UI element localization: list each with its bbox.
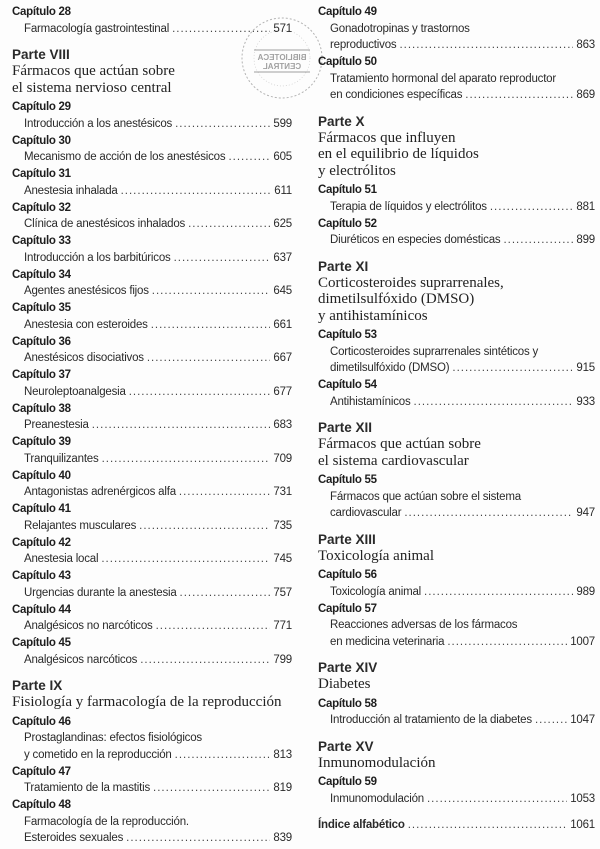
part-heading	[318, 113, 595, 180]
chapter-label: Capítulo 53	[318, 329, 377, 341]
page-number: 989	[576, 585, 595, 598]
chapter-label: Capítulo 46	[12, 715, 71, 728]
chapter-title: Farmacología gastrointestinal	[24, 22, 170, 35]
dot-leader	[153, 780, 270, 797]
chapter-title: Clínica de anestésicos inhalados	[24, 218, 186, 230]
chapter-title: Fármacos que actúan sobre el sistema	[330, 490, 521, 503]
chapter-title-row	[12, 21, 292, 38]
chapter-title-row	[12, 747, 292, 764]
chapter-title: Diuréticos en especies domésticas	[330, 234, 501, 246]
toc-entry[interactable]	[318, 696, 595, 729]
chapter-title-row	[318, 87, 595, 104]
chapter-title: Introducción al tratamiento de la diabetes	[330, 714, 532, 726]
chapter-title: Tratamiento hormonal del aparato reproductor	[330, 72, 557, 85]
toc-left-column	[12, 4, 292, 847]
page-number: 757	[273, 586, 292, 599]
toc-entry[interactable]	[12, 501, 292, 534]
chapter-title: Esteroides sexuales	[24, 832, 124, 844]
dot-leader	[121, 183, 272, 200]
dot-leader	[140, 652, 270, 669]
part-title: el sistema nervioso central	[12, 79, 172, 96]
chapter-title-row	[12, 183, 292, 200]
toc-right-column	[318, 4, 595, 834]
part-heading	[318, 659, 595, 693]
page-number: 1053	[570, 792, 595, 805]
chapter-title: en condiciones específicas	[330, 89, 463, 101]
part-label: Parte XIII	[318, 531, 376, 547]
dot-leader	[179, 484, 271, 501]
part-title: Fármacos que actúan sobre	[318, 436, 481, 452]
dot-leader	[188, 216, 270, 233]
chapter-title-row	[12, 518, 292, 535]
part-title: en el equilibrio de líquidos	[318, 146, 479, 162]
chapter-title: Preanestesia	[24, 419, 89, 431]
dot-leader	[503, 232, 573, 249]
toc-entry[interactable]	[12, 635, 292, 668]
toc-entry[interactable]	[12, 764, 292, 797]
page-number: 625	[273, 218, 292, 230]
chapter-title: Anestésicos disociativos	[24, 352, 144, 364]
part-heading	[12, 46, 292, 96]
toc-entry[interactable]	[318, 567, 595, 600]
part-title: Diabetes	[318, 676, 371, 692]
chapter-title: Antihistamínicos	[330, 395, 411, 408]
page-number: 1047	[570, 714, 595, 726]
toc-entry[interactable]	[12, 401, 292, 434]
chapter-title-row	[12, 384, 292, 401]
chapter-title-row	[12, 283, 292, 300]
dot-leader	[151, 317, 271, 334]
part-label: Parte XII	[318, 420, 373, 435]
dot-leader	[452, 360, 573, 377]
chapter-label: Capítulo 42	[12, 536, 71, 549]
chapter-title-row	[12, 451, 292, 468]
chapter-title: Tranquilizantes	[24, 452, 99, 465]
toc-entry[interactable]	[318, 601, 595, 651]
chapter-title-row	[12, 484, 292, 501]
chapter-title-row	[318, 394, 595, 411]
part-heading	[318, 258, 595, 325]
chapter-label: Capítulo 39	[12, 436, 71, 448]
chapter-label: Capítulo 48	[12, 799, 71, 811]
dot-leader	[152, 283, 271, 300]
chapter-label: Capítulo 30	[12, 134, 71, 147]
chapter-label: Capítulo 44	[12, 603, 71, 616]
toc-entry[interactable]	[12, 568, 292, 601]
chapter-title: Prostaglandinas: efectos fisiológicos	[24, 732, 202, 744]
dot-leader	[408, 817, 567, 834]
chapter-label: Capítulo 34	[12, 268, 71, 281]
chapter-label: Capítulo 35	[12, 302, 71, 314]
part-title: y antihistamínicos	[318, 307, 428, 324]
chapter-title: y cometido en la reproducción	[24, 748, 172, 761]
part-title: y electrólitos	[318, 162, 396, 179]
page-number: 709	[273, 452, 292, 465]
part-label: Parte VIII	[12, 47, 70, 62]
chapter-title: reproductivos	[330, 39, 397, 51]
chapter-title-row	[318, 791, 595, 808]
chapter-label: Capítulo 36	[12, 335, 71, 348]
chapter-title: Agentes anestésicos fijos	[24, 285, 149, 297]
page-number: 605	[273, 151, 292, 163]
dot-leader	[427, 791, 567, 808]
dot-leader	[174, 250, 271, 267]
dot-leader	[172, 21, 270, 38]
dot-leader	[490, 199, 574, 216]
toc-entry[interactable]	[12, 367, 292, 400]
toc-entry[interactable]	[12, 166, 292, 199]
chapter-title: Inmunomodulación	[330, 792, 424, 805]
chapter-title: Terapia de líquidos y electrólitos	[330, 200, 487, 213]
dot-leader	[139, 518, 270, 535]
chapter-title: Antagonistas adrenérgicos alfa	[24, 486, 176, 498]
toc-entry[interactable]	[12, 468, 292, 501]
chapter-title: Analgésicos narcóticos	[24, 653, 138, 666]
chapter-title-row	[12, 652, 292, 669]
page-number: 933	[576, 395, 595, 408]
chapter-title-row	[318, 37, 595, 54]
chapter-title: Relajantes musculares	[24, 519, 137, 532]
chapter-title: Anestesia local	[24, 553, 99, 565]
part-heading	[12, 677, 292, 711]
chapter-label: Capítulo 54	[318, 379, 377, 391]
page-number: 813	[273, 748, 292, 761]
page-number: 677	[273, 385, 292, 398]
toc-entry[interactable]	[12, 4, 292, 37]
toc-entry[interactable]	[318, 327, 595, 377]
part-label: Parte XIV	[318, 660, 378, 675]
chapter-title: Urgencias durante la anestesia	[24, 586, 177, 599]
toc-entry[interactable]	[12, 602, 292, 635]
dot-leader	[175, 747, 271, 764]
chapter-label: Capítulo 33	[12, 235, 71, 247]
page-number: 735	[273, 519, 292, 532]
page-number: 611	[274, 184, 292, 197]
chapter-title: Toxicología animal	[330, 585, 422, 598]
chapter-label: Capítulo 38	[12, 402, 71, 415]
chapter-label: Capítulo 56	[318, 569, 377, 581]
chapter-label: Capítulo 43	[12, 570, 71, 582]
stamp-line1: BIBLIOTECA	[257, 53, 307, 62]
page-number: 667	[273, 352, 292, 364]
page-number: 839	[273, 832, 292, 844]
chapter-title: dimetilsulfóxido (DMSO)	[330, 362, 450, 374]
page-number: 899	[576, 234, 595, 246]
page-number: 819	[273, 782, 292, 794]
chapter-title-row	[12, 250, 292, 267]
chapter-title: Introducción a los barbitúricos	[24, 251, 171, 264]
chapter-label: Capítulo 57	[318, 602, 377, 615]
chapter-title-row	[318, 360, 595, 377]
part-title: el sistema cardiovascular	[318, 452, 469, 469]
chapter-label: Capítulo 52	[318, 217, 377, 230]
chapter-title-row	[12, 149, 292, 166]
dot-leader	[126, 830, 270, 847]
chapter-title: en medicina veterinaria	[330, 635, 445, 648]
dot-leader	[92, 417, 271, 434]
part-title: Fisiología y farmacología de la reproducción	[12, 694, 282, 710]
page-number: 599	[273, 117, 292, 130]
page-number: 869	[576, 89, 595, 101]
toc-entry[interactable]	[318, 774, 595, 807]
part-heading	[318, 531, 595, 565]
part-title: Corticosteroides suprarrenales,	[318, 274, 504, 291]
chapter-title-row	[12, 830, 292, 847]
page-number: 683	[273, 419, 292, 431]
part-label: Parte XV	[318, 738, 374, 754]
dot-leader	[414, 394, 574, 411]
stamp-line2: CENTRAL	[262, 62, 302, 71]
toc-entry[interactable]	[318, 4, 595, 54]
chapter-label: Capítulo 55	[318, 474, 377, 486]
toc-entry[interactable]	[318, 216, 595, 249]
chapter-title: Corticosteroides suprarrenales sintéticos y	[330, 345, 539, 358]
part-title: Toxicología animal	[318, 547, 435, 564]
part-heading	[318, 738, 595, 772]
dot-leader	[147, 350, 271, 367]
chapter-label: Capítulo 45	[12, 637, 71, 649]
chapter-label: Capítulo 50	[318, 56, 377, 68]
dot-leader	[535, 712, 567, 729]
page-number: 661	[273, 318, 292, 331]
chapter-title-row	[12, 216, 292, 233]
page-number: 645	[273, 285, 292, 297]
page-number: 745	[273, 553, 292, 565]
page-number: 1007	[570, 635, 595, 648]
toc-entry[interactable]	[318, 182, 595, 215]
chapter-label: Capítulo 41	[12, 503, 71, 515]
chapter-title-row	[318, 712, 595, 729]
chapter-title-row	[318, 634, 595, 651]
toc-entry[interactable]	[12, 535, 292, 568]
chapter-title: Introducción a los anestésicos	[24, 117, 173, 130]
chapter-title: Mecanismo de acción de los anestésicos	[24, 151, 226, 163]
dot-leader	[404, 505, 573, 522]
page-number: 771	[273, 620, 292, 632]
chapter-title: Farmacología de la reproducción.	[24, 815, 189, 828]
part-title: Fármacos que actúan sobre	[12, 63, 175, 79]
dot-leader	[180, 585, 271, 602]
page-number: 799	[273, 653, 292, 666]
part-label: Parte IX	[12, 678, 63, 693]
toc-entry[interactable]	[12, 434, 292, 467]
page-number: 947	[576, 507, 595, 519]
chapter-title-row	[12, 585, 292, 602]
chapter-label: Capítulo 31	[12, 168, 71, 180]
chapter-title-row	[12, 350, 292, 367]
dot-leader	[102, 451, 271, 468]
toc-entry[interactable]	[12, 797, 292, 847]
page-number: 863	[576, 39, 595, 51]
page-number: 1061	[570, 819, 595, 831]
dot-leader	[101, 551, 270, 568]
toc-entry[interactable]	[12, 233, 292, 266]
toc-entry[interactable]	[318, 377, 595, 410]
index-row	[318, 817, 595, 834]
chapter-label: Capítulo 51	[318, 184, 377, 196]
chapter-label: Capítulo 47	[12, 765, 71, 778]
part-label: Parte XI	[318, 258, 369, 274]
dot-leader	[465, 87, 573, 104]
chapter-title-row	[318, 199, 595, 216]
chapter-label: Capítulo 32	[12, 201, 71, 214]
page-number: 731	[273, 486, 292, 498]
chapter-title-row	[12, 417, 292, 434]
chapter-title-row	[318, 584, 595, 601]
chapter-label: Capítulo 28	[12, 6, 71, 18]
chapter-title: cardiovascular	[330, 507, 402, 519]
page-number: 915	[576, 362, 595, 374]
part-heading	[318, 419, 595, 469]
toc-entry[interactable]	[318, 54, 595, 104]
chapter-label: Capítulo 49	[318, 6, 377, 18]
chapter-title: Reacciones adversas de los fármacos	[330, 619, 518, 631]
toc-entry[interactable]	[12, 200, 292, 233]
dot-leader	[399, 37, 573, 54]
index-label: Índice alfabético	[318, 819, 405, 831]
chapter-title: Gonadotropinas y trastornos	[330, 22, 470, 35]
chapter-title-row	[12, 116, 292, 133]
chapter-title: Tratamiento de la mastitis	[24, 782, 151, 794]
dot-leader	[156, 618, 271, 635]
toc-entry[interactable]	[12, 267, 292, 300]
page-number: 571	[273, 22, 292, 35]
chapter-label: Capítulo 58	[318, 697, 377, 710]
dot-leader	[424, 584, 573, 601]
part-label: Parte X	[318, 113, 365, 129]
chapter-title: Analgésicos no narcóticos	[24, 620, 153, 632]
dot-leader	[228, 149, 270, 166]
chapter-title: Anestesia inhalada	[24, 184, 118, 197]
chapter-label: Capítulo 29	[12, 101, 71, 113]
chapter-label: Capítulo 37	[12, 369, 71, 381]
toc-entry[interactable]	[12, 300, 292, 333]
toc-entry[interactable]	[12, 99, 292, 132]
part-title: Inmunomodulación	[318, 754, 436, 771]
page-number: 881	[576, 200, 595, 213]
chapter-title: Neuroleptoanalgesia	[24, 385, 126, 398]
chapter-title-row	[318, 505, 595, 522]
chapter-title-row	[318, 232, 595, 249]
chapter-title: Anestesia con esteroides	[24, 318, 148, 331]
page-number: 637	[273, 251, 292, 264]
part-title: dimetilsulfóxido (DMSO)	[318, 291, 475, 307]
chapter-title-row	[12, 780, 292, 797]
dot-leader	[447, 634, 567, 651]
part-title: Fármacos que influyen	[318, 129, 456, 146]
toc-entry[interactable]	[12, 714, 292, 764]
toc-entry-index[interactable]	[318, 817, 595, 834]
chapter-title-row	[12, 618, 292, 635]
chapter-title-row	[12, 551, 292, 568]
toc-entry[interactable]	[12, 133, 292, 166]
chapter-label: Capítulo 59	[318, 776, 377, 788]
dot-leader	[129, 384, 271, 401]
toc-entry[interactable]	[318, 472, 595, 522]
dot-leader	[175, 116, 270, 133]
chapter-label: Capítulo 40	[12, 469, 71, 482]
toc-entry[interactable]	[12, 334, 292, 367]
chapter-title-row	[12, 317, 292, 334]
